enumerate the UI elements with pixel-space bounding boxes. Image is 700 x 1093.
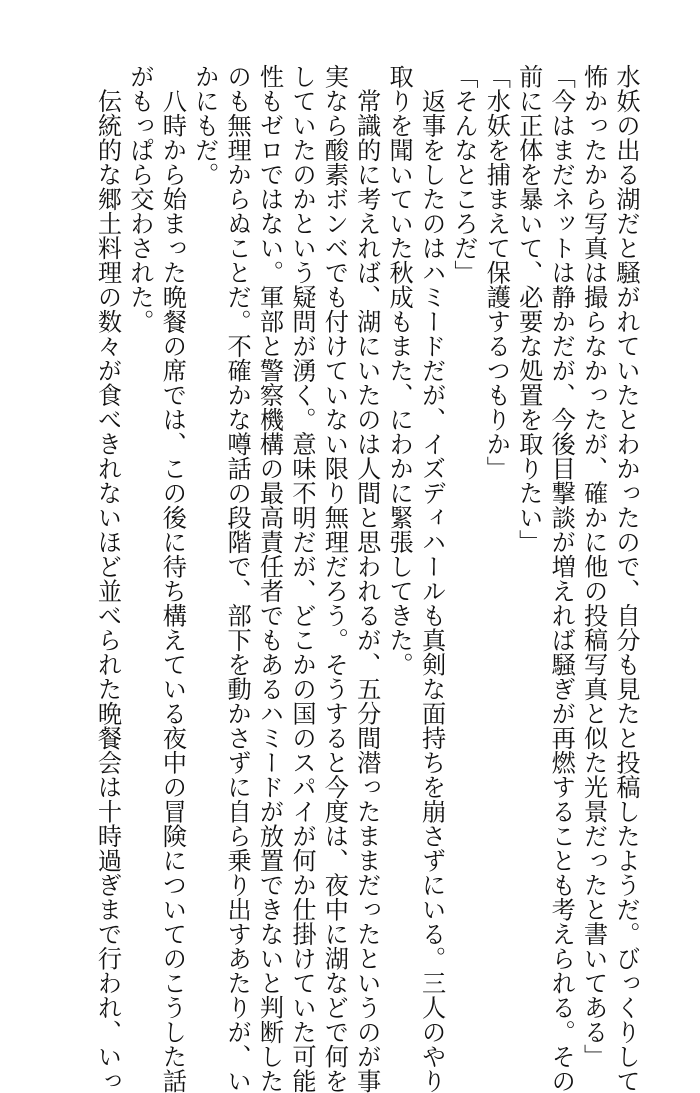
text-line: 伝統的な郷土料理の数々が食べきれないほど並べられた晩餐会は十時過ぎまで行われ、いっ — [93, 64, 122, 1093]
text-line: 「水妖を捕まえて保護するつもりか」 — [482, 64, 511, 481]
text-line: 実なら酸素ボンベでも付けていない限り無理だろう。そうすると今度は、夜中に湖などで何を — [320, 64, 349, 1093]
text-line: 「そんなところだ」 — [449, 64, 478, 285]
text-line: 八時から始まった晩餐の席では、この後に待ち構えている夜中の冒険についてのこうした話 — [158, 64, 187, 1093]
text-line: がもっぱら交わされた。 — [125, 64, 154, 334]
text-line: していたのかという疑問が湧く。意味不明だが、どこかの国のスパイが何か仕掛けていた可能 — [287, 64, 316, 1093]
text-line: 返事をしたのはハミードだが、イズディハールも真剣な面持ちを崩さずにいる。三人のやり — [417, 64, 446, 1093]
vertical-text-body — [91, 64, 642, 1093]
text-line: 水妖の出る湖だと騒がれていたとわかったので、自分も見たと投稿したようだ。びっくりして — [612, 64, 640, 1093]
text-line: かにもだ。 — [190, 64, 219, 187]
text-line: 前に正体を暴いて、必要な処置を取りたい」 — [514, 64, 543, 554]
text-line: のも無理からぬことだ。不確かな噂話の段階で、部下を動かさずに自ら乗り出すあたりが、い — [223, 64, 252, 1093]
text-line: 「今はまだネットは静かだが、今後目撃談が増えれば騒ぎが再燃することも考えられる。その — [547, 64, 576, 1093]
text-line: 性もゼロではない。軍部と警察機構の最高責任者でもあるハミードが放置できないと判断した — [255, 64, 284, 1093]
text-line: 怖かったから写真は撮らなかったが、確かに他の投稿写真と似た光景だったと書いてある」 — [579, 64, 608, 1069]
text-line: 常識的に考えれば、湖にいたのは人間と思われるが、五分間潜ったままだったというのが事 — [352, 64, 381, 1093]
text-line: 取りを聞いていた秋成もまた、にわかに緊張してきた。 — [385, 64, 414, 677]
